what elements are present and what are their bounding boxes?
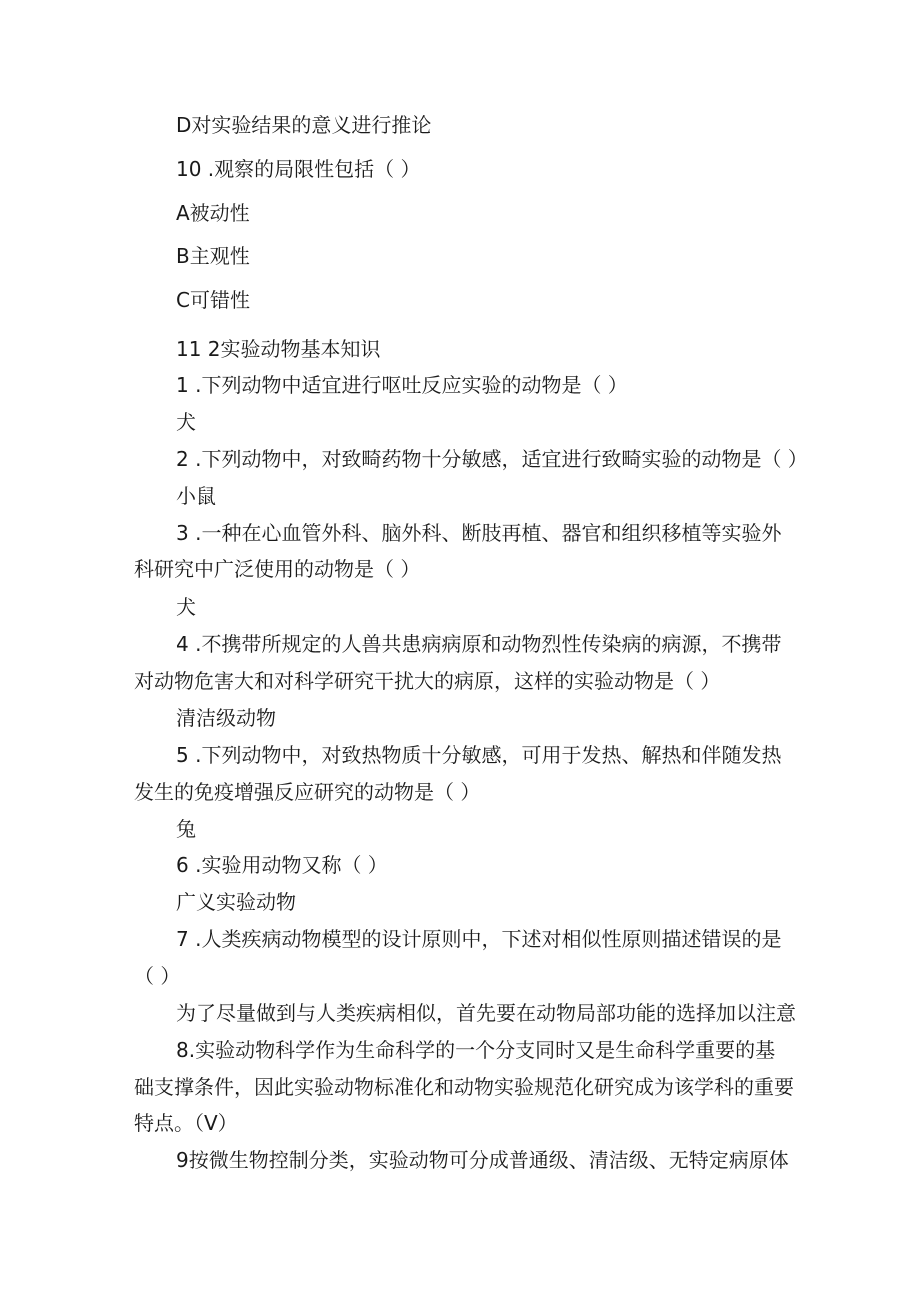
question-8-text-cont: 础支撑条件，因此实验动物标准化和动物实验规范化研究成为该学科的重要 bbox=[134, 1075, 794, 1099]
answer-3-text: 犬 bbox=[176, 595, 196, 619]
answer-1-text: 犬 bbox=[176, 410, 196, 434]
question-10-text: 10 .观察的局限性包括（ ） bbox=[176, 157, 421, 181]
question-9-text: 9按微生物控制分类，实验动物可分成普通级、清洁级、无特定病原体 bbox=[176, 1148, 789, 1172]
question-4-text: 4 .不携带所规定的人兽共患病病原和动物烈性传染病的病源，不携带 bbox=[176, 632, 782, 656]
section-heading: 11 2实验动物基本知识 bbox=[176, 337, 381, 361]
question-8-answer: 特点。（V） bbox=[134, 1111, 238, 1135]
question-3-text: 3 .一种在心血管外科、脑外科、断肢再植、器官和组织移植等实验外 bbox=[176, 521, 782, 545]
answer-7-text: 为了尽量做到与人类疾病相似，首先要在动物局部功能的选择加以注意 bbox=[176, 1001, 796, 1025]
question-8-text: 8.实验动物科学作为生命科学的一个分支同时又是生命科学重要的基 bbox=[176, 1038, 776, 1062]
question-5-text: 5 .下列动物中，对致热物质十分敏感，可用于发热、解热和伴随发热 bbox=[176, 743, 782, 767]
question-1-text: 1 .下列动物中适宜进行呕吐反应实验的动物是（ ） bbox=[176, 373, 628, 397]
question-2-text: 2 .下列动物中，对致畸药物十分敏感，适宜进行致畸实验的动物是（ ） bbox=[176, 447, 808, 471]
answer-5-text: 兔 bbox=[176, 817, 196, 841]
option-d-text: D对实验结果的意义进行推论 bbox=[176, 113, 432, 137]
question-5-text-cont: 发生的免疫增强反应研究的动物是（ ） bbox=[134, 780, 481, 804]
option-c-text: C可错性 bbox=[176, 288, 250, 312]
answer-4-text: 清洁级动物 bbox=[176, 706, 276, 730]
option-b-text: B主观性 bbox=[176, 244, 250, 268]
question-7-text-cont: （ ） bbox=[134, 964, 181, 988]
option-a-text: A被动性 bbox=[176, 201, 250, 225]
question-3-text-cont: 科研究中广泛使用的动物是（ ） bbox=[134, 557, 421, 581]
question-4-text-cont: 对动物危害大和对科学研究干扰大的病原，这样的实验动物是（ ） bbox=[134, 669, 721, 693]
answer-6-text: 广义实验动物 bbox=[176, 890, 296, 914]
question-7-text: 7 .人类疾病动物模型的设计原则中，下述对相似性原则描述错误的是 bbox=[176, 927, 782, 951]
answer-2-text: 小鼠 bbox=[176, 484, 216, 508]
question-6-text: 6 .实验用动物又称（ ） bbox=[176, 853, 388, 877]
